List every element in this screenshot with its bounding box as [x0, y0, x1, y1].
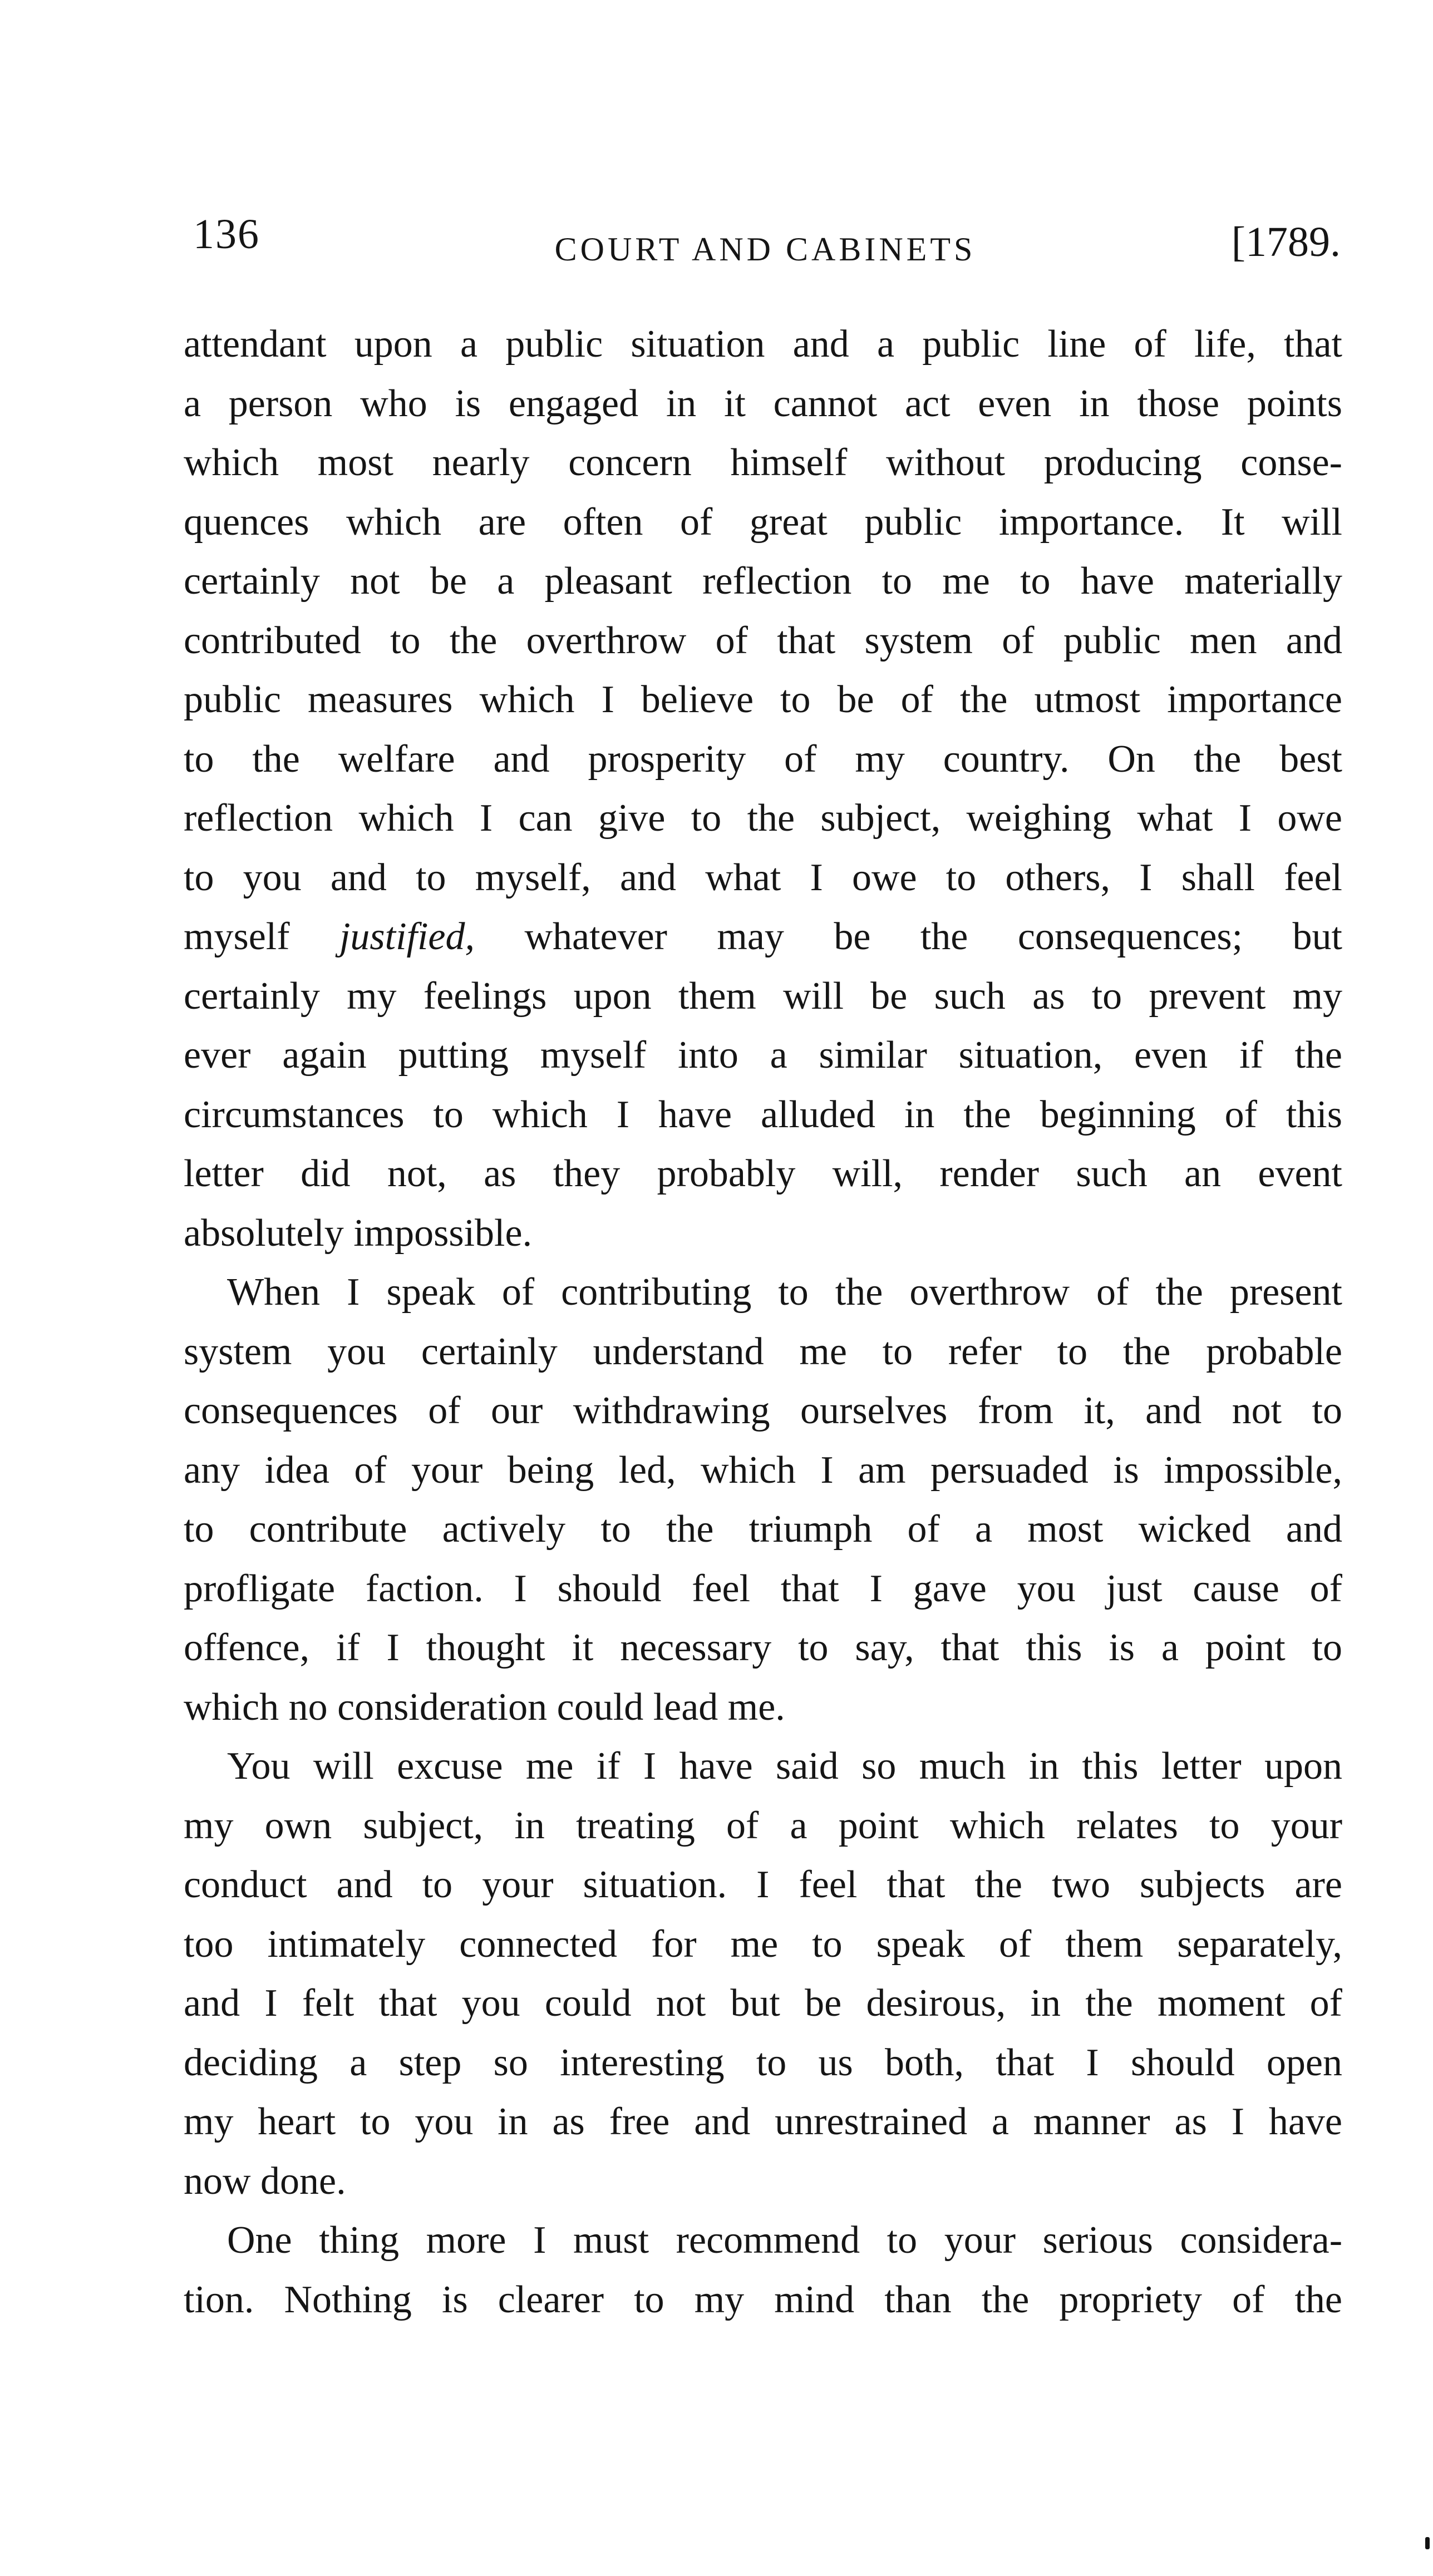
- text-line: to you and to myself, and what I owe to others, I shall feel: [184, 856, 1342, 899]
- text-line: consequences of our withdrawing ourselves from it, and not to: [184, 1389, 1342, 1432]
- text-line: and I felt that you could not but be desirous, in the moment of: [184, 1982, 1342, 2025]
- text-line: When I speak of contributing to the overthrow of the present: [227, 1271, 1342, 1314]
- running-head: [186, 210, 1344, 277]
- text-line: a person who is engaged in it cannot act even in those points: [184, 382, 1342, 425]
- text-line: conduct and to your situation. I feel that the two subjects are: [184, 1863, 1342, 1906]
- text-line: too intimately connected for me to speak of them separately,: [184, 1922, 1342, 1966]
- text-line: to contribute actively to the triumph of a most wicked and: [184, 1508, 1342, 1551]
- text-line: any idea of your being led, which I am persuaded is impossible,: [184, 1448, 1342, 1492]
- text-line: offence, if I thought it necessary to say, that this is a point to: [184, 1626, 1342, 1669]
- running-head-year: [1789.: [1231, 219, 1341, 265]
- text-line: to the welfare and prosperity of my country. On the best: [184, 737, 1342, 781]
- text-line: certainly not be a pleasant reflection to me to have materially: [184, 560, 1342, 603]
- text-line: which no consideration could lead me.: [184, 1685, 785, 1729]
- page-number: 136: [193, 211, 260, 258]
- text-line: contributed to the overthrow of that system of public men and: [184, 619, 1342, 662]
- text-line: reflection which I can give to the subject, weighing what I owe: [184, 797, 1342, 840]
- running-title: COURT AND CABINETS: [554, 231, 976, 268]
- text-line: tion. Nothing is clearer to my mind than the propriety of the: [184, 2278, 1342, 2321]
- text-run: whatever may be the consequences; but: [475, 915, 1342, 958]
- text-line: public measures which I believe to be of the utmost importance: [184, 678, 1342, 721]
- text-line: profligate faction. I should feel that I gave you just cause of: [184, 1567, 1342, 1610]
- text-line: deciding a step so interesting to us both, that I should open: [184, 2041, 1342, 2084]
- scan-edge-mark: [1425, 2537, 1430, 2549]
- paragraph-2: [184, 1263, 1342, 1737]
- text-line-with-italic: [184, 907, 1342, 967]
- italic-word: justified,: [339, 915, 475, 958]
- text-line: attendant upon a public situation and a public line of life, that: [184, 323, 1342, 366]
- text-line: my own subject, in treating of a point which relates to your: [184, 1804, 1342, 1847]
- text-line: circumstances to which I have alluded in the beginning of this: [184, 1093, 1342, 1136]
- text-line: absolutely impossible.: [184, 1211, 533, 1255]
- text-line: letter did not, as they probably will, render such an event: [184, 1152, 1342, 1195]
- text-line: quences which are often of great public importance. It will: [184, 500, 1342, 544]
- text-line: You will excuse me if I have said so much in this letter upon: [227, 1745, 1342, 1788]
- body-text: [184, 315, 1342, 2330]
- paragraph-3: [184, 1737, 1342, 2211]
- text-line: ever again putting myself into a similar situation, even if the: [184, 1034, 1342, 1077]
- text-line: which most nearly concern himself without producing conse-: [184, 441, 1342, 484]
- paragraph-4: [184, 2211, 1342, 2330]
- text-run: myself: [184, 915, 339, 958]
- text-line: my heart to you in as free and unrestrained a manner as I have: [184, 2100, 1342, 2143]
- paragraph-1: [184, 315, 1342, 1263]
- text-line: One thing more I must recommend to your serious considera-: [227, 2219, 1342, 2262]
- text-line: system you certainly understand me to refer to the probable: [184, 1330, 1342, 1373]
- text-line: now done.: [184, 2159, 346, 2203]
- text-line: certainly my feelings upon them will be such as to prevent my: [184, 974, 1342, 1018]
